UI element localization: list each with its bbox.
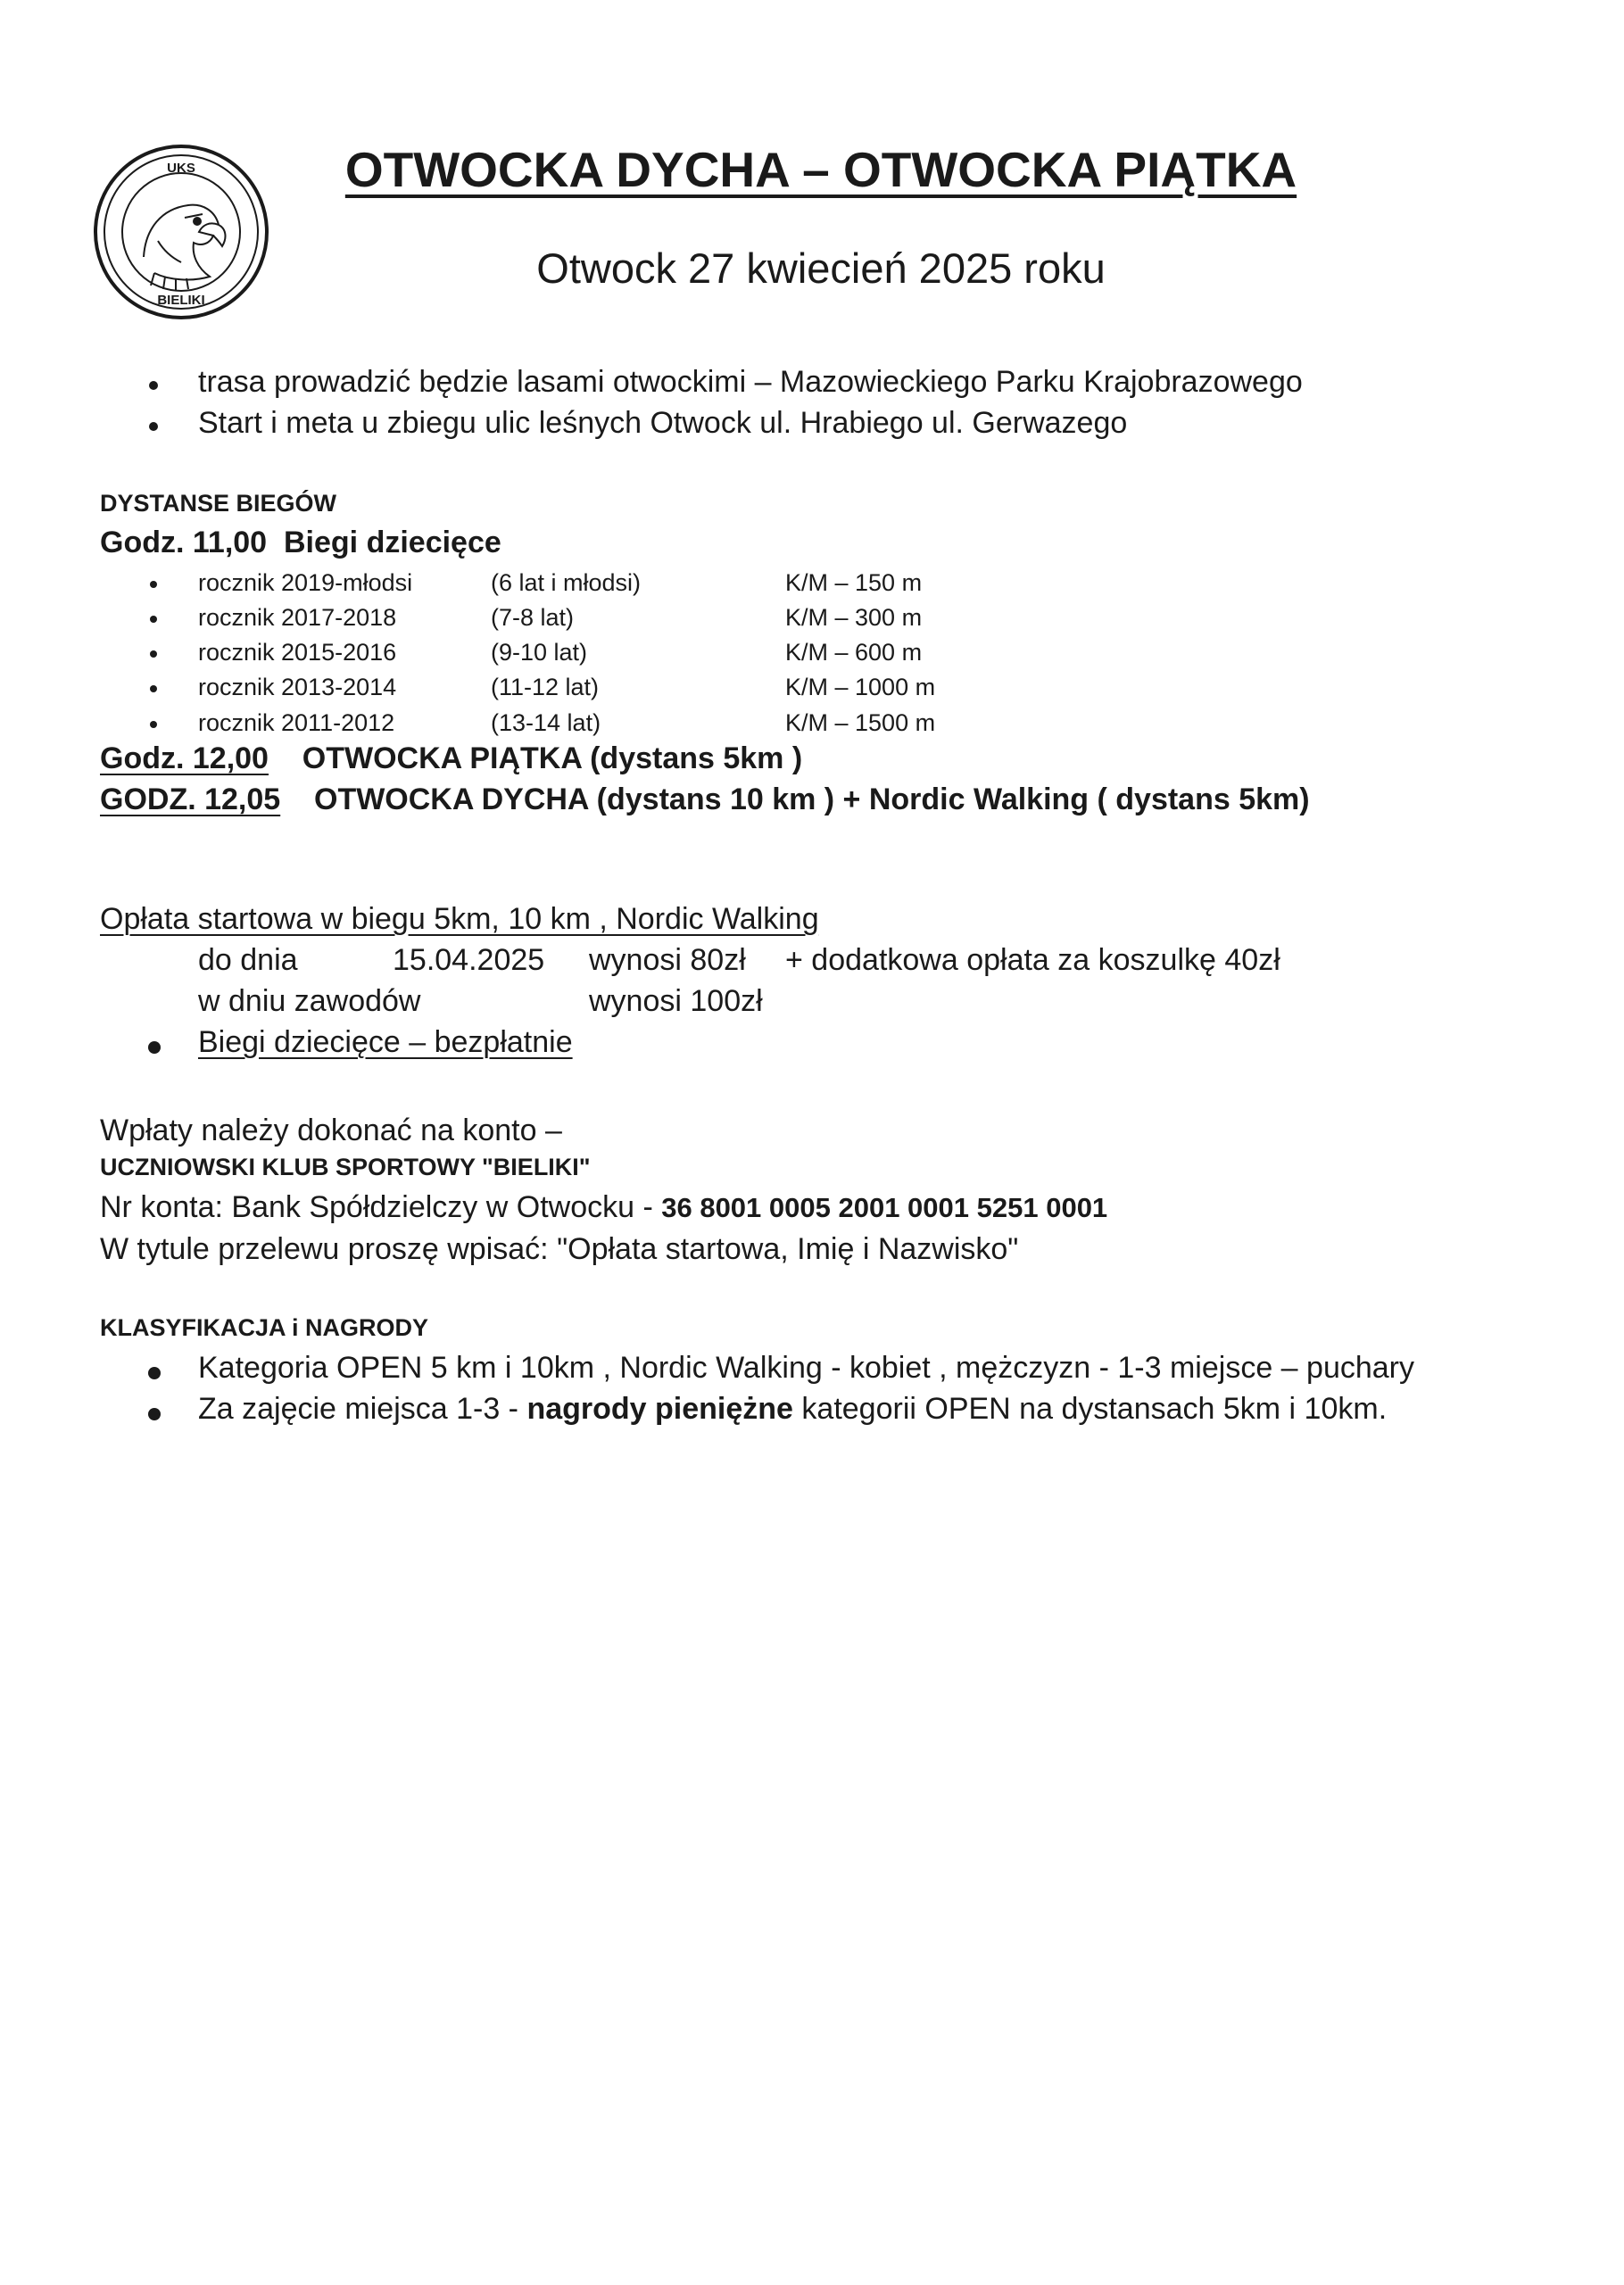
bullet-icon bbox=[150, 721, 157, 728]
intro-bullet-start: Start i meta u zbiegu ulic leśnych Otwock ul. Hrabiego ul. Gerwazego bbox=[198, 406, 1128, 440]
bullet-icon bbox=[150, 581, 157, 588]
account-label: Nr konta: Bank Spółdzielczy w Otwocku - bbox=[100, 1190, 662, 1224]
race-5km-label: OTWOCKA PIĄTKA (dystans 5km ) bbox=[302, 741, 803, 775]
awards-bullet-prizes bbox=[198, 1392, 1387, 1427]
race-10km-line bbox=[100, 782, 1310, 817]
bullet-icon bbox=[150, 650, 157, 658]
kids-schedule-line bbox=[100, 526, 501, 560]
kids-row-year: rocznik 2017-2018 bbox=[198, 604, 397, 631]
bullet-icon bbox=[148, 1367, 161, 1379]
kids-time: Godz. 11,00 bbox=[100, 526, 268, 559]
kids-row-distance: K/M – 150 m bbox=[785, 569, 923, 596]
club-name: UCZNIOWSKI KLUB SPORTOWY "BIELIKI" bbox=[100, 1154, 591, 1180]
kids-row-year: rocznik 2013-2014 bbox=[198, 674, 397, 700]
fee-row-date: 15.04.2025 bbox=[393, 943, 545, 977]
kids-row-year: rocznik 2015-2016 bbox=[198, 639, 397, 666]
kids-row-distance: K/M – 300 m bbox=[785, 604, 923, 631]
race-10km-time: GODZ. 12,05 bbox=[100, 782, 281, 816]
logo-top-text: UKS bbox=[167, 161, 195, 176]
prizes-text-post: kategorii OPEN na dystansach 5km i 10km. bbox=[792, 1392, 1388, 1426]
kids-row-distance: K/M – 1000 m bbox=[785, 674, 936, 700]
fee-row-amount: wynosi 100zł bbox=[589, 984, 763, 1018]
kids-row-year: rocznik 2011-2012 bbox=[198, 709, 395, 736]
kids-row-distance: K/M – 1500 m bbox=[785, 709, 936, 736]
kids-row-year: rocznik 2019-młodsi bbox=[198, 569, 413, 596]
kids-row-age: (6 lat i młodsi) bbox=[491, 569, 642, 596]
fees-heading: Opłata startowa w biegu 5km, 10 km , Nordic Walking bbox=[100, 902, 819, 936]
fee-row-label: w dniu zawodów bbox=[198, 984, 421, 1018]
fee-row-label: do dnia bbox=[198, 943, 298, 977]
awards-bullet-cups: Kategoria OPEN 5 km i 10km , Nordic Walking - kobiet , mężczyzn - 1-3 miejsce – puchary bbox=[198, 1351, 1414, 1385]
intro-bullet-route: trasa prowadzić będzie lasami otwockimi – Mazowieckiego Parku Krajobrazowego bbox=[198, 365, 1303, 399]
bullet-icon bbox=[150, 616, 157, 623]
kids-free-note: Biegi dziecięce – bezpłatnie bbox=[198, 1025, 573, 1059]
bullet-icon bbox=[149, 381, 158, 390]
bullet-icon bbox=[149, 422, 158, 431]
kids-row-age: (7-8 lat) bbox=[491, 604, 575, 631]
bullet-icon bbox=[148, 1041, 161, 1054]
kids-row-age: (11-12 lat) bbox=[491, 674, 600, 700]
bullet-icon bbox=[150, 685, 157, 692]
prizes-text-pre: Za zajęcie miejsca 1-3 - bbox=[198, 1392, 527, 1426]
transfer-title-note: W tytule przelewu proszę wpisać: "Opłata startowa, Imię i Nazwisko" bbox=[100, 1232, 1019, 1266]
logo-bottom-text: BIELIKI bbox=[157, 293, 205, 308]
kids-row-age: (9-10 lat) bbox=[491, 639, 588, 666]
fee-row-extra: + dodatkowa opłata za koszulkę 40zł bbox=[785, 943, 1280, 977]
awards-heading: KLASYFIKACJA i NAGRODY bbox=[100, 1314, 429, 1341]
prizes-text-bold: nagrody pieniężne bbox=[526, 1392, 793, 1426]
kids-row-age: (13-14 lat) bbox=[491, 709, 601, 736]
kids-label: Biegi dziecięce bbox=[284, 526, 501, 559]
race-10km-label: OTWOCKA DYCHA (dystans 10 km ) + Nordic Walking ( dystans 5km) bbox=[314, 782, 1310, 816]
payment-intro: Wpłaty należy dokonać na konto – bbox=[100, 1114, 562, 1147]
page-subtitle: Otwock 27 kwiecień 2025 roku bbox=[536, 244, 1106, 292]
kids-row-distance: K/M – 600 m bbox=[785, 639, 923, 666]
distances-heading: DYSTANSE BIEGÓW bbox=[100, 490, 337, 517]
bullet-icon bbox=[148, 1408, 161, 1420]
race-5km-time: Godz. 12,00 bbox=[100, 741, 269, 775]
race-5km-line bbox=[100, 741, 802, 776]
fee-row-amount: wynosi 80zł bbox=[589, 943, 746, 977]
account-number: 36 8001 0005 2001 0001 5251 0001 bbox=[661, 1192, 1108, 1223]
page-title: OTWOCKA DYCHA – OTWOCKA PIĄTKA bbox=[344, 142, 1297, 197]
account-line bbox=[100, 1190, 1107, 1225]
